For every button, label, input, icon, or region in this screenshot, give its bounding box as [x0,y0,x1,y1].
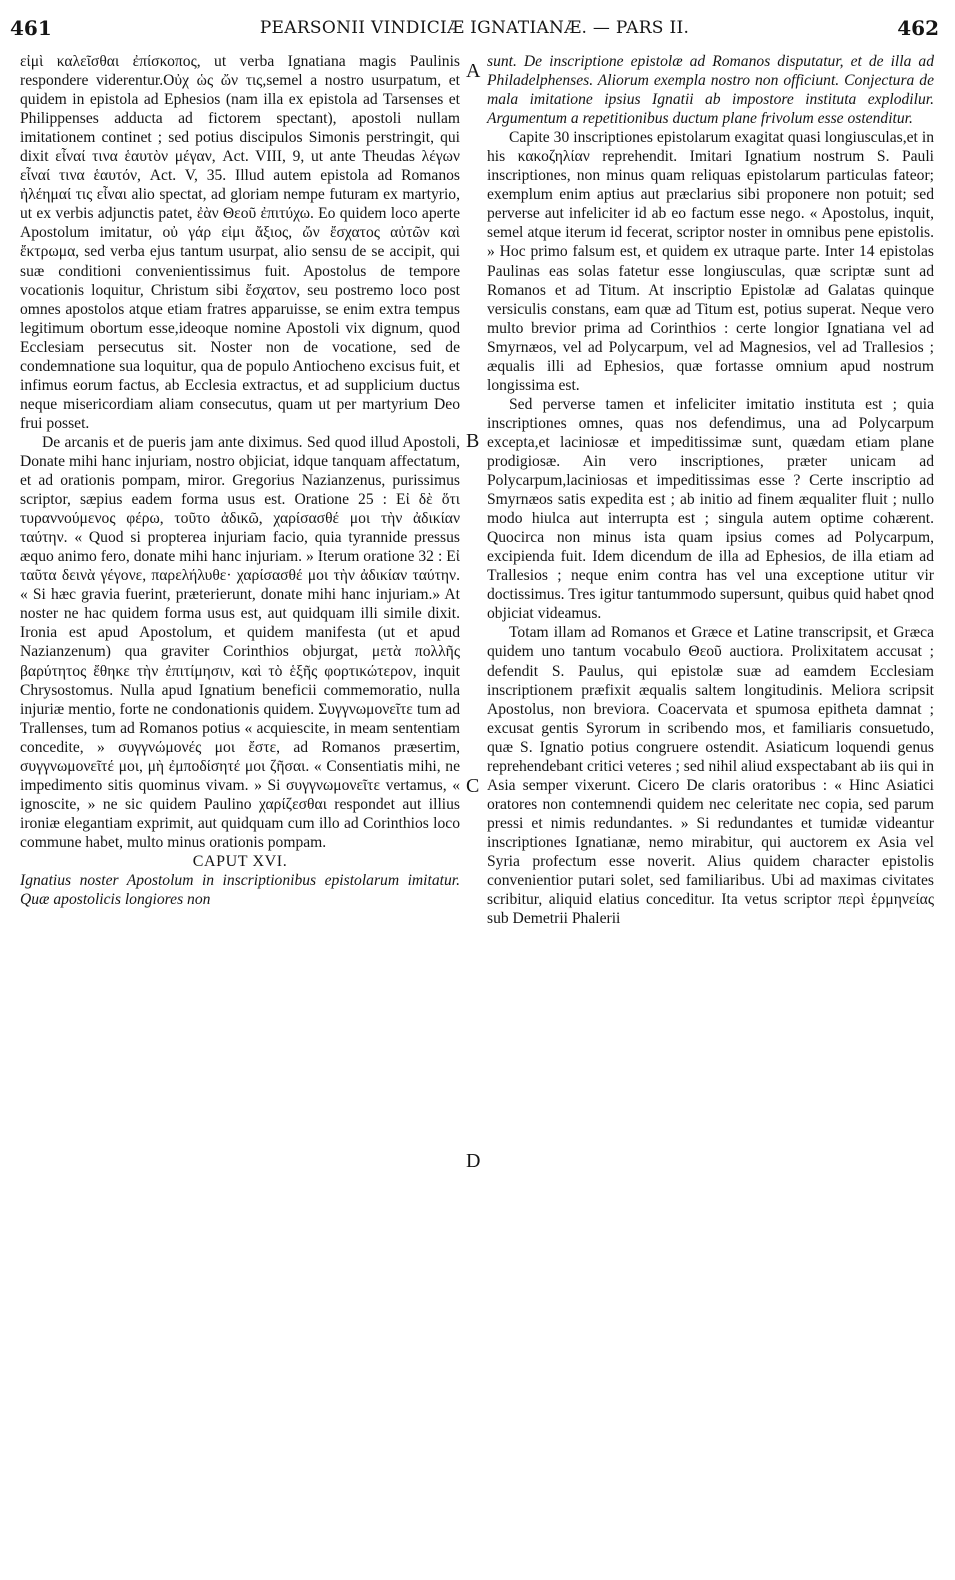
margin-marker-b: B [466,430,480,452]
paragraph: Capite 30 inscriptiones epistolarum exagitat quasi longiusculas,et in his κακοζηλίαν reprehendit. Imitari Ignatium nostrum S. Pauli inscriptiones, non minus quam reliquas epistolarum particulas fateor; exemplum enim aptius aut præclarius sibi proponere non potuit; sed perverse aut infeliciter id ab eo factum esse nego. « Apostolus, inquit, semel atque iterum id fecerat, scriptor noster in omnibus pene epistolis. » Hoc primo falsum est, et quidem ex utraque parte. Inter 14 epistolas Paulinas eas solas fatetur esse longiusculas, quæ scriptæ sunt ad Romanos et ad Titum. At inscriptio Epistolæ ad Galatas quinque versiculis constans, eam quæ ad Titum est, potius superat. Neque vero multo brevior prima ad Corinthios : certe longior Ignatiana vel ad Smyrnæos, vel ad Polycarpum, vel ad Magnesios, vel ad Trallesios ; æqualis illi ad Ephesios, quæ fortasse omnium apud nostrum longissima est. [487,129,934,394]
margin-marker-c: C [466,775,480,797]
page-number-right: 462 [897,16,939,40]
page-header [10,16,939,46]
right-column [487,52,934,928]
left-column [20,52,460,909]
paragraph: De arcanis et de pueris jam ante diximus. Sed quod illud Apostoli, Donate mihi hanc injuriam, nostro objiciat, idque tanquam affectatum, et ad orationis pompam, miror. Gregorius Nazianzenus, purissimus scriptor, sæpius eadem forma usus est. Oratione 25 : Εἰ δὲ ὅτι τυραννούμενος φέρω, τοῦτο ἀδικῶ, χαρίσασθέ μοι τὴν ἀδικίαν ταύτην. « Quod si propterea injuriam facio, quia tyrannide pressus æquo animo fero, donate mihi hanc injuriam. » Iterum oratione 32 : Εἰ ταῦτα δεινὰ γέγονε, παρελήλυθε· χαρίσασθέ μοι τὴν ἀδικίαν ταύτην. « Si hæc gravia fuerint, præterierunt, donate mihi hanc injuriam.» At noster ne hac quidem forma usus est, aut quidquam illi simile dixit. Ironia est apud Apostolum, et quidem manifesta (ut et apud Nazianzenum) qua graviter Corinthios objurgat, μετὰ πολλῆς βαρύτητος ἔθηκε τὴν ἐπιτίμησιν, καὶ τὸ ἑξῆς φορτικώτερον, inquit Chrysostomus. Nulla apud Ignatium beneficii commemoratio, nulla injuriæ mentio, forte ne condonationis quidem. Συγγνωμονεῖτε tum ad Trallenses, tum ad Romanos potius « acquiescite, in meam sententiam concedite, » συγγνώμονές μοι ἔστε, ad Romanos præsertim, συγγνωμονεῖτέ μοι, μὴ ἐμποδίσητέ μοι ζῆσαι. « Consentiatis mihi, ne impedimento sitis quominus vivam. » Si συγγνωμονεῖτε vertamus, « ignoscite, » ne sic quidem Paulino χαρίζεσθαι respondet aut illius ironiæ elegantiam exprimit, aut quidquam cum illo ad Corinthios loco commune habet, multo minus orationis pompam. [20,433,460,851]
paragraph: εἰμὶ καλεῖσθαι ἐπίσκοπος, ut verba Ignatiana magis Paulinis respondere viderentur.Οὐχ ὡς ὤν τις,semel a nostro usurpatum, et quidem in epistola ad Ephesios (nam illa ex epistola ad Tarsenses et Philippenses adducta ad fictorem spectant), apostoli nullam imitationem continet ; sed potius discipulos Simonis perstringit, qui dixit εἶναί τινα ἑαυτὸν μέγαν, Act. VIII, 9, ut ante Theudas λέγων εἶναί τινα ἑαυτόν, Act. V, 35. Illud autem epistola ad Romanos ἠλέημαί τις εἶναι alio spectat, ad gloriam nempe futuram ex martyrio, ut ex verbis adjunctis patet, ἐὰν Θεοῦ ἐπιτύχω. Eo quidem loco aperte Apostolum imitatur, οὐ γάρ εἰμι ἄξιος, ὤν ἔσχατος αὐτῶν καὶ ἔκτρωμα, sed verba ejus tantum usurpat, alio sensu de se accipit, qui suæ conditioni convenientissimus fuit. Apostolus de tempore vocationis loquitur, Christum sibi ἔσχατον, seu postremo loco post omnes apostolos atque etiam fratres apparuisse, se enim extra tempus legitimum obortum esse,ideoque nomine Apostoli vix dignum, quod Ecclesiam persecutus sit. Noster non de vocatione, sed de condemnatione sua loquitur, qua de populo Antiocheno excisus fuit, et infimus eorum factus, ab Ecclesia extractus, et ad supplicium ductus neque misericordiam aliam consecutus, quam ut per martyrium Deo frui posset. [20,53,460,432]
margin-marker-a: A [466,60,481,82]
running-title: PEARSONII VINDICIÆ IGNATIANÆ. — PARS II. [259,18,690,38]
paragraph: Totam illam ad Romanos et Græce et Latine transcripsit, et Græca quidem uno tantum vocabulo Θεοῦ auctiora. Prolixitatem accusat ; defendit S. Paulus, qui epistolæ suæ ad eamdem Ecclesiam inscriptionem præfixit æqualis saltem longitudinis. Meliora scripsit Apostolus, non breviora. Coacervata et spumosa epitheta damnat ; excusat gentis Syrorum in scribendo mos, et familiaris consuetudo, quæ S. Ignatio potius congruere ostendit. Asiaticum loquendi genus reprehendebant critici veteres ; sed nihil aliud exspectabant ab iis qui in Asia semper vixerunt. Cicero De claris oratoribus : « Hinc Asiatici oratores non contemnendi quidem nec celeritate nec copia, sed parum pressi et nimis redundantes. » Si redundantes et tumidæ videantur inscriptiones Ignatianæ, nemo mirabitur, qui auctorem ex Asia vel Syria profectum esse noverit. Alius quidem character epistolis convenientior putari solet, sed familiaribus. Ubi ad maximas civitates scribitur, aliquid elatius conceditur. Ita vetus scriptor περὶ ἑρμηνείας sub Demetrii Phalerii [487,624,934,928]
paragraph: Sed perverse tamen et infeliciter imitatio instituta est ; quia inscriptiones omnes, quas nos defendimus, una ad Polycarpum excepta,et laciniosæ et impeditissimæ sunt, quædam etiam plane prodigiosæ. Ain vero inscriptiones, præter unicam ad Polycarpum,laciniosas et impeditissimas esse ? Certe inscriptio ad Smyrnæos satis expedita est ; ab initio ad finem æqualiter fluit ; nullo modo hiulca aut interrupta est ; singula autem optime cohærent. Quocirca non minus ista quam ipsius comes ad Polycarpum, excipienda fuit. Idem dicendum de illa ad Ephesios, de illa etiam ad Trallesios ; neque enim contra has vel una exceptione utitur vir doctissimus. Tres igitur tantummodo supersunt, quibus quid habet qnod objiciat videamus. [487,395,934,623]
chapter-summary-continuation: sunt. De inscriptione epistolæ ad Romanos disputatur, et de illa ad Philadelphenses. Aliorum exempla nostro non officiunt. Conjectura de mala imitatione ipsius Ignatii ab impostore instituta explodilur. Argumentum a repetitionibus ductum plane frivolum esse ostenditur. [487,53,934,128]
margin-marker-d: D [466,1150,481,1172]
page-number-left: 461 [10,16,52,40]
chapter-heading: CAPUT XVI. [192,852,288,870]
chapter-summary: Ignatius noster Apostolum in inscriptionibus epistolarum imitatur. Quæ apostolicis longiores non [20,872,460,909]
